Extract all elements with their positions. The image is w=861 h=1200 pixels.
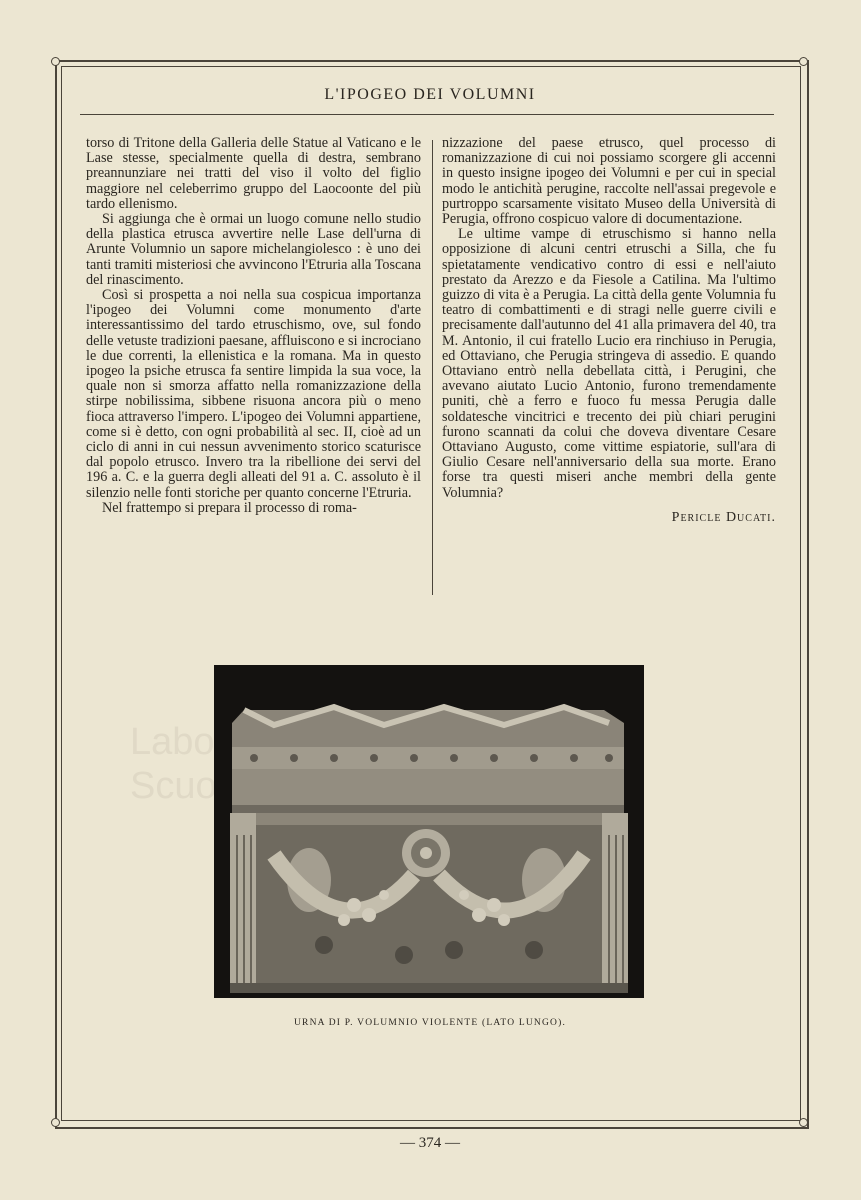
page-number: — 374 — <box>400 1135 460 1151</box>
figure-caption: URNA DI P. VOLUMNIO VIOLENTE (LATO LUNGO). <box>293 1018 567 1028</box>
column-divider <box>432 140 433 595</box>
right-column <box>442 136 776 525</box>
urn-photograph <box>214 665 644 998</box>
frame-corner-ornament <box>51 1118 60 1127</box>
paragraph: Nel frattempo si prepara il processo di roma- <box>102 499 357 516</box>
running-header: L'IPOGEO DEI VOLUMNI <box>324 86 536 103</box>
frame-corner-ornament <box>799 57 808 66</box>
paragraph: Le ultime vampe di etruschismo si hanno nella opposizione di alcuni centri etruschi a Silla, che fu spietatamente vendicativo contro di essi e nell'aiuto prestato da Arezzo e da Fiesole a Catilina. Ma l'ultimo guizzo di vita è a Perugia. La città della gente Volumnia fu teatro di combattimenti e di stragi nelle guerre civili e precisamente dall'autunno del 41 alla primavera del 40, tra M. Antonio, il cui fratello Lucio era rinchiuso in Perugia, ed Ottaviano, che Perugia stringeva di assedio. E quando Ottaviano entrò nella debellata città, i Perugini, che avevano aiutato Lucio Antonio, furono tremendamente puniti, chè a ferro e fuoco fu messa Perugia dalle soldatesche vincitrici e trecento dei più chiari perugini furono scannati da colui che doveva diventare Cesare Ottaviano Augusto, come vittime espiatorie, sull'ara di Giulio Cesare nell'anniversario della sua morte. Erano forse tra questi miseri anche membri della gente Volumnia? <box>442 226 776 501</box>
left-column <box>86 136 421 516</box>
author-signature: Pericle Ducati. <box>671 509 776 525</box>
header-rule <box>80 114 774 115</box>
paragraph: Così si prospetta a noi nella sua cospicua importanza l'ipogeo dei Volumni come monumento d'arte interessantissimo del tardo etruschismo, ove, sul fondo delle vetuste tradizioni paesane, affluiscono e si incrociano le due correnti, la ellenistica e la romana. Ma in questo ipogeo la psiche etrusca fa sentire limpida la sua voce, la quale non si smorza affatto nella romanizzazione della stirpe nobilissima, sibbene risuona ancora più o meno fioca attraverso l'impero. L'ipogeo dei Volumni appartiene, come si è detto, con ogni probabilità al sec. II, cioè ad un ciclo di anni in cui nessun avvenimento storico scaturisce dal popolo etrusco. Invero tra la ribellione dei servi del 196 a. C. e la guerra degli alleati del 91 a. C. assoluto è il silenzio nelle fonti storiche per quanto concerne l'Etruria. <box>86 287 421 501</box>
watermark-line-2: Scuola <box>130 765 247 807</box>
paragraph: nizzazione del paese etrusco, quel processo di romanizzazione di cui noi possiamo scorgere gli accenni in questo insigne ipogeo dei Volumni e per cui in special modo le antichità perugine, raccolte nell'assai pregevole e purtroppo scarsamente visitato Museo della Università di Perugia, offrono cospicuo valore di documentazione. <box>442 135 776 228</box>
frame-corner-ornament <box>799 1118 808 1127</box>
paragraph: Si aggiunga che è ormai un luogo comune nello studio della plastica etrusca avvertire nelle Lase dell'urna di Arunte Volumnio un sapore michelangiolesco : è uno dei tanti tramiti misteriosi che avvincono l'Etruria alla Toscana del rinascimento. <box>86 211 421 288</box>
paragraph: torso di Tritone della Galleria delle Statue al Vaticano e le Lase stesse, specialmente quella di destra, sembrano preannunziare nei tratti del viso il volto del figlio maggiore nel celeberrimo gruppo del Laocoonte del più tardo ellenismo. <box>86 135 421 212</box>
frame-corner-ornament <box>51 57 60 66</box>
